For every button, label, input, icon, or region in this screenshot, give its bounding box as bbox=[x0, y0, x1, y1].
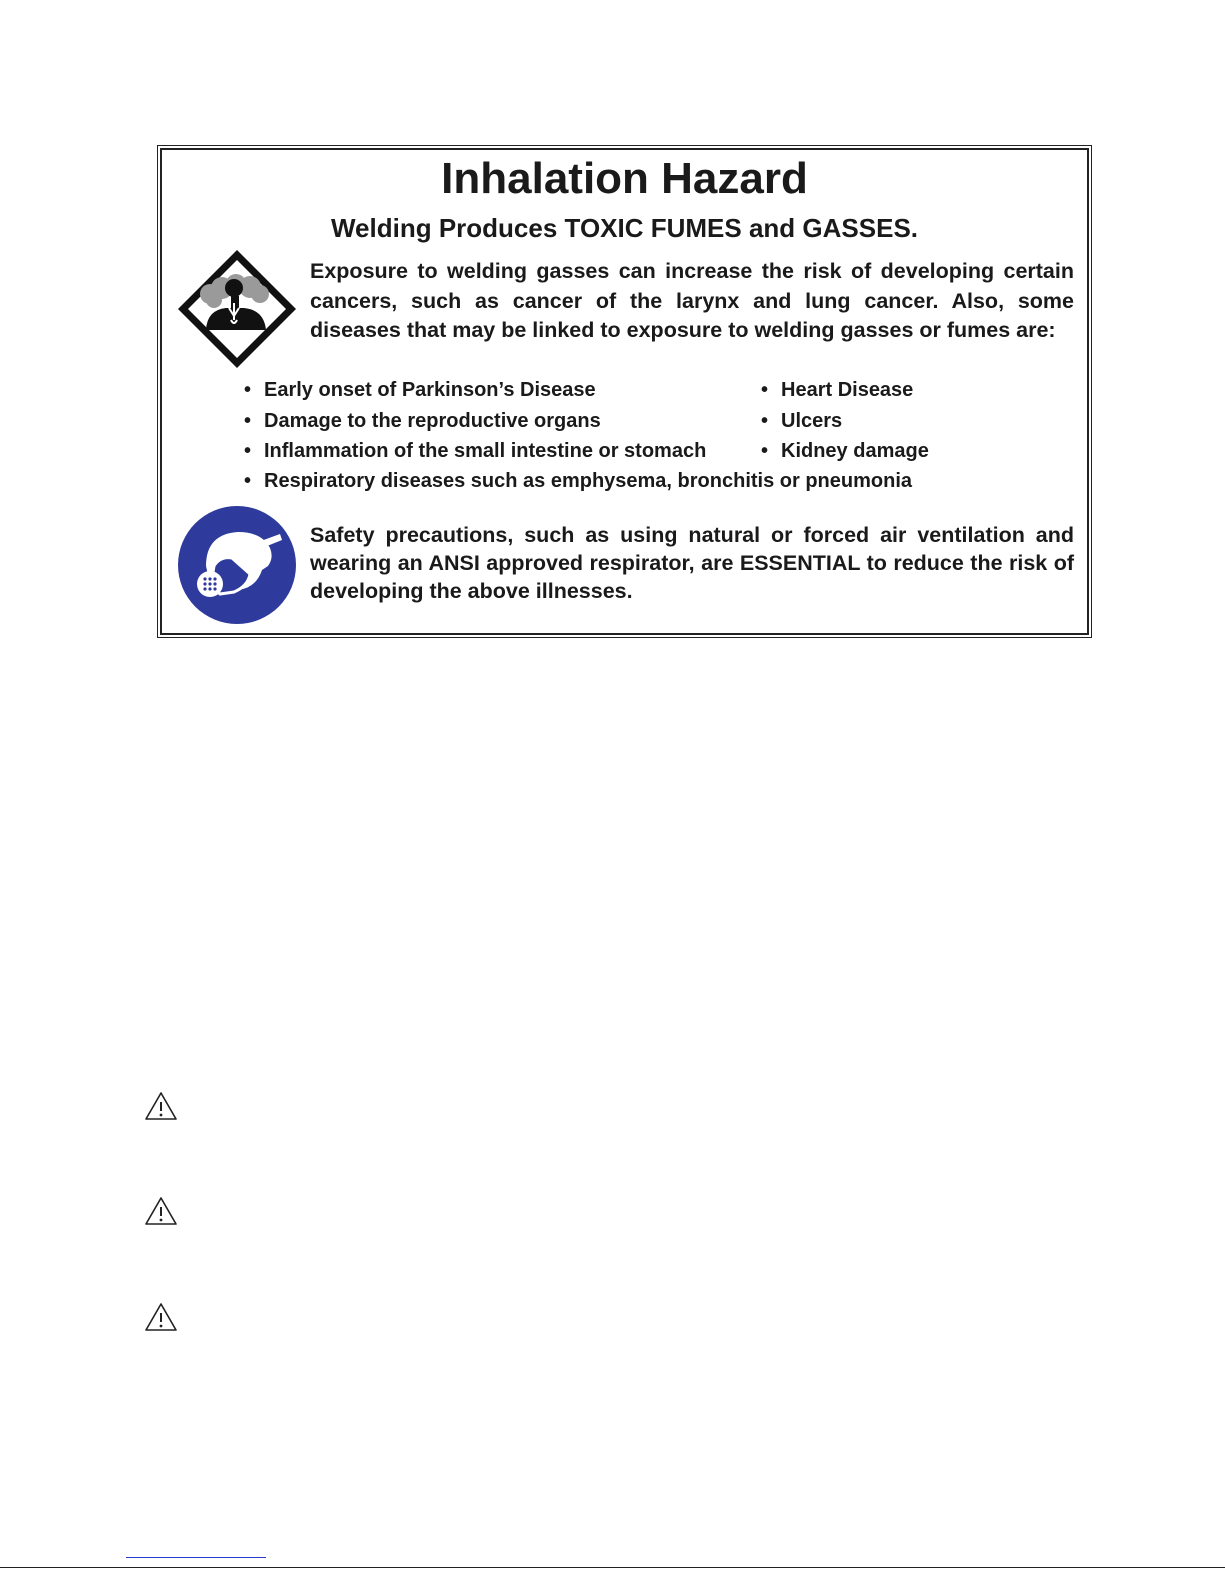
list-item bbox=[244, 440, 706, 463]
caution-triangle-icon bbox=[144, 1302, 178, 1332]
list-item bbox=[761, 410, 842, 433]
inhalation-hazard-icon bbox=[176, 248, 298, 370]
list-item bbox=[244, 410, 601, 433]
list-item bbox=[761, 379, 913, 402]
disease-label: Heart Disease bbox=[781, 379, 914, 401]
bullet: • bbox=[244, 410, 252, 432]
caution-triangle-icon bbox=[144, 1196, 178, 1226]
disease-label: Damage to the reproductive organs bbox=[264, 410, 601, 432]
footer-divider bbox=[0, 1567, 1225, 1568]
list-item bbox=[244, 470, 912, 493]
bullet: • bbox=[244, 470, 252, 492]
disease-label: Kidney damage bbox=[781, 440, 929, 462]
bullet: • bbox=[761, 410, 769, 432]
panel-subtitle: Welding Produces TOXIC FUMES and GASSES. bbox=[330, 213, 919, 243]
exposure-paragraph: Exposure to welding gasses can increase the risk of developing certain cancers, such as cancer of the larynx and lung cancer. Also, some diseases that may be linked to exposure to welding gasses or fumes are: bbox=[310, 259, 1074, 342]
caution-triangle-icon bbox=[144, 1091, 178, 1121]
footer-link-underline bbox=[126, 1557, 266, 1558]
disease-label: Respiratory diseases such as emphysema, bronchitis or pneumonia bbox=[264, 470, 912, 492]
panel-title: Inhalation Hazard bbox=[441, 154, 808, 203]
disease-label: Inflammation of the small intestine or stomach bbox=[264, 440, 707, 462]
bullet: • bbox=[244, 379, 252, 401]
respirator-mandatory-icon bbox=[176, 504, 298, 626]
disease-label: Early onset of Parkinson’s Disease bbox=[264, 379, 596, 401]
precaution-paragraph: Safety precautions, such as using natural or forced air ventilation and wearing an ANSI approved respirator, are ESSENTIAL to reduce the risk of developing the above illnesses. bbox=[310, 523, 1074, 603]
inhalation-hazard-panel bbox=[160, 148, 1089, 635]
bullet: • bbox=[244, 440, 252, 462]
list-item bbox=[761, 440, 929, 463]
disease-label: Ulcers bbox=[781, 410, 843, 432]
bullet: • bbox=[761, 379, 769, 401]
list-item bbox=[244, 379, 596, 402]
bullet: • bbox=[761, 440, 769, 462]
